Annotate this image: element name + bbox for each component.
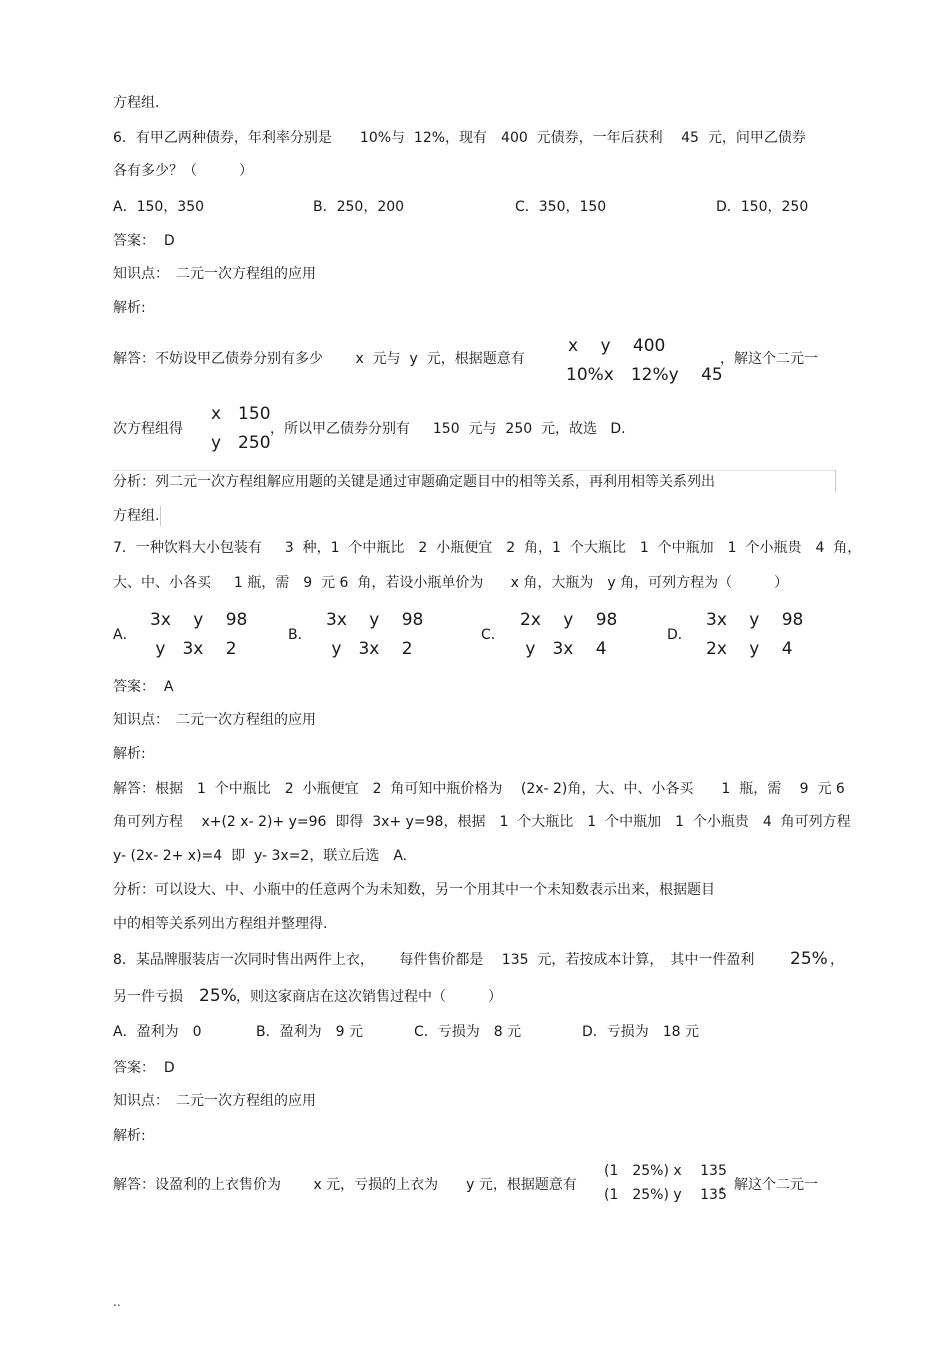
q6-solution-line2-end: ，所以甲乙债券分别有 150 元与 250 元，故选 D. — [270, 421, 626, 437]
q7-summary-cont: 中的相等关系列出方程组并整理得. — [113, 916, 328, 932]
q7-option-c-eq2: y 3x 4 — [520, 639, 607, 659]
q6-summary: 分析：列二元一次方程组解应用题的关键是通过审题确定题目中的相等关系，再利用相等关系列出 — [113, 474, 715, 490]
q7-option-d-eq2: 2x y 4 — [706, 639, 793, 659]
margin-bar — [835, 470, 836, 492]
q6-system-eq2: 10%x 12%y 45 — [566, 365, 723, 385]
q6-analysis-label: 解析: — [113, 300, 146, 316]
q7-option-a-eq1: 3x y 98 — [150, 610, 248, 630]
margin-bar — [160, 506, 161, 526]
divider — [113, 470, 836, 471]
question-7-stem-cont: 大、中、小各买 1 瓶，需 9 元 6 角，若设小瓶单价为 x 角，大瓶为 y 角，可列方程为（ ） — [113, 575, 789, 591]
q7-option-b-eq2: y 3x 2 — [326, 639, 413, 659]
q7-knowledge-point: 知识点： 二元一次方程组的应用 — [113, 712, 316, 728]
q7-analysis-label: 解析: — [113, 746, 146, 762]
q6-option-d: D．150，250 — [716, 199, 809, 215]
q7-solution-line1: 解答：根据 1 个中瓶比 2 小瓶便宜 2 角可知中瓶价格为 (2x- 2)角，大、中、小各买 1 瓶，需 9 元 6 — [113, 781, 845, 797]
q7-solution-line3: y- (2x- 2+ x)=4 即 y- 3x=2，联立后选 A. — [113, 848, 408, 864]
q7-option-b-label: B． — [288, 627, 312, 643]
question-6-stem-cont: 各有多少？（ ） — [113, 163, 253, 179]
q8-comma: ， — [830, 952, 844, 968]
q8-option-d: D．亏损为 18 元 — [582, 1024, 700, 1040]
q6-answer: 答案： D — [113, 233, 175, 249]
question-8-stem-cont: 另一件亏损 — [113, 989, 183, 1005]
q6-knowledge-point: 知识点： 二元一次方程组的应用 — [113, 266, 316, 282]
q8-solution-line1-end: ，解这个二元一 — [720, 1177, 818, 1193]
q6-result-eq1: x 150 — [211, 404, 271, 424]
q7-solution-line2: 角可列方程 x+(2 x- 2)+ y=96 即得 3x+ y=98，根据 1 个大瓶比 1 个中瓶加 1 个小瓶贵 4 角可列方程 — [113, 814, 851, 830]
q8-option-c: C．亏损为 8 元 — [414, 1024, 522, 1040]
question-8-stem-end: ，则这家商店在这次销售过程中（ ） — [236, 989, 502, 1005]
q7-answer: 答案： A — [113, 679, 174, 695]
q6-system-eq1: x y 400 — [568, 336, 666, 356]
q7-option-a-eq2: y 3x 2 — [150, 639, 237, 659]
question-8-stem: 8．某品牌服装店一次同时售出两件上衣， 每件售价都是 135 元，若按成本计算， 其中一件盈利 — [113, 952, 755, 968]
question-6-stem: 6．有甲乙两种债券，年利率分别是 10%与 12%，现有 400 元债券，一年后获利 45 元，问甲乙债券 — [113, 130, 806, 146]
q7-option-c-eq1: 2x y 98 — [520, 610, 618, 630]
q8-loss-percent: 25% — [199, 986, 237, 1006]
q8-system-eq2: (1 25%) y 135 — [604, 1187, 727, 1203]
q8-system-eq1: (1 25%) x 135 — [604, 1163, 727, 1179]
q8-solution-line1: 解答：设盈利的上衣售价为 x 元，亏损的上衣为 y 元，根据题意有 — [113, 1177, 577, 1193]
q7-option-a-label: A． — [113, 627, 137, 643]
q6-solution-line1-end: ，解这个二元一 — [720, 351, 818, 367]
q6-summary-cont: 方程组. — [113, 508, 160, 524]
q6-solution-line2: 次方程组得 — [113, 421, 183, 437]
continued-text: 方程组. — [113, 95, 160, 111]
q7-option-b-eq1: 3x y 98 — [326, 610, 424, 630]
q6-result-eq2: y 250 — [211, 433, 271, 453]
q6-option-a: A．150，350 — [113, 199, 205, 215]
q7-option-d-eq1: 3x y 98 — [706, 610, 804, 630]
q8-option-a: A．盈利为 0 — [113, 1024, 202, 1040]
q8-analysis-label: 解析: — [113, 1128, 146, 1144]
q6-option-b: B．250，200 — [313, 199, 405, 215]
page-footer-dots: .. — [113, 1295, 121, 1309]
q8-option-b: B．盈利为 9 元 — [256, 1024, 363, 1040]
question-7-stem: 7．一种饮料大小包装有 3 种，1 个中瓶比 2 小瓶便宜 2 角，1 个大瓶比 1 个中瓶加 1 个小瓶贵 4 角， — [113, 540, 862, 556]
q7-option-c-label: C． — [481, 627, 505, 643]
q8-profit-percent: 25% — [790, 949, 828, 969]
q6-solution-line1: 解答：不妨设甲乙债券分别有多少 x 元与 y 元，根据题意有 — [113, 351, 525, 367]
q6-option-c: C．350，150 — [515, 199, 607, 215]
q8-answer: 答案： D — [113, 1060, 175, 1076]
q7-summary: 分析：可以设大、中、小瓶中的任意两个为未知数，另一个用其中一个未知数表示出来，根据题目 — [113, 882, 715, 898]
q7-option-d-label: D． — [667, 627, 692, 643]
q8-knowledge-point: 知识点： 二元一次方程组的应用 — [113, 1093, 316, 1109]
